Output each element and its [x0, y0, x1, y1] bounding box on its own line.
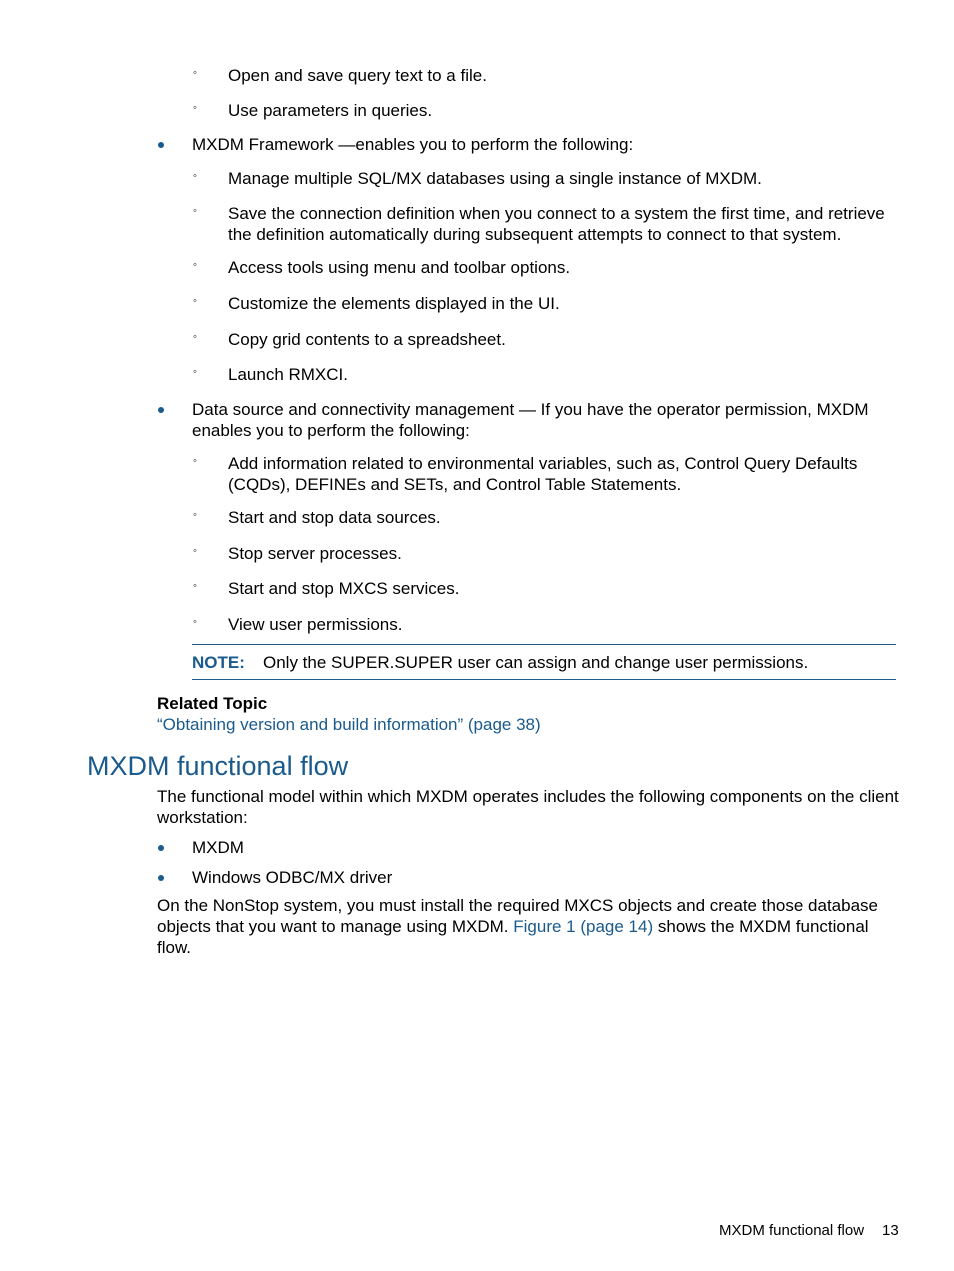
list-item: Customize the elements displayed in the UI. — [228, 294, 560, 313]
paragraph-text: shows the MXDM functional flow. — [157, 917, 869, 957]
list-item: Use parameters in queries. — [228, 101, 433, 120]
page-number: 13 — [882, 1222, 899, 1239]
note-top-rule — [192, 644, 896, 645]
section-paragraph — [157, 895, 892, 958]
bullet-icon — [158, 845, 164, 851]
list-item: Access tools using menu and toolbar options. — [228, 258, 571, 277]
list-item: Save the connection definition when you connect to a system the first time, and retrieve the definition automatically during subsequent attempts to connect to that system. — [228, 204, 885, 244]
circle-bullet-icon: ◦ — [193, 580, 197, 592]
note-label: NOTE: — [192, 653, 245, 672]
list-item: Stop server processes. — [228, 544, 402, 563]
list-item: Launch RMXCI. — [228, 365, 348, 384]
list-item: Add information related to environmental variables, such as, Control Query Defaults (CQDs), DEFINEs and SETs, and Control Table Statements. — [228, 454, 858, 494]
paragraph-text: On the NonStop system, you must install the required MXCS objects and create those database objects that you want to manage using MXDM. — [157, 896, 878, 936]
list-item: Start and stop MXCS services. — [228, 579, 460, 598]
related-topic-link[interactable]: “Obtaining version and build information” (page 38) — [157, 715, 541, 734]
footer-title: MXDM functional flow — [719, 1222, 865, 1239]
bullet-icon — [158, 875, 164, 881]
circle-bullet-icon: ◦ — [193, 67, 197, 79]
circle-bullet-icon: ◦ — [193, 295, 197, 307]
circle-bullet-icon: ◦ — [193, 170, 197, 182]
list-item: MXDM — [192, 838, 244, 857]
circle-bullet-icon: ◦ — [193, 331, 197, 343]
section-intro: The functional model within which MXDM operates includes the following components on the client workstation: — [157, 787, 899, 827]
section-title: MXDM functional flow — [87, 751, 349, 781]
note-text: Only the SUPER.SUPER user can assign and change user permissions. — [263, 653, 809, 672]
circle-bullet-icon: ◦ — [193, 545, 197, 557]
figure-link[interactable]: Figure 1 (page 14) — [513, 917, 654, 936]
circle-bullet-icon: ◦ — [193, 102, 197, 114]
list-item: Windows ODBC/MX driver — [192, 868, 393, 887]
bullet-icon — [158, 407, 164, 413]
circle-bullet-icon: ◦ — [193, 366, 197, 378]
list-item: Copy grid contents to a spreadsheet. — [228, 330, 506, 349]
circle-bullet-icon: ◦ — [193, 259, 197, 271]
note-bottom-rule — [192, 679, 896, 680]
list-item: Open and save query text to a file. — [228, 66, 487, 85]
bullet-icon — [158, 142, 164, 148]
circle-bullet-icon: ◦ — [193, 616, 197, 628]
list-item: Manage multiple SQL/MX databases using a single instance of MXDM. — [228, 169, 762, 188]
circle-bullet-icon: ◦ — [193, 509, 197, 521]
circle-bullet-icon: ◦ — [193, 455, 197, 467]
list-item: Start and stop data sources. — [228, 508, 441, 527]
list-item: View user permissions. — [228, 615, 403, 634]
list-item-framework: MXDM Framework —enables you to perform the following: — [192, 135, 634, 154]
circle-bullet-icon: ◦ — [193, 205, 197, 217]
related-topic-heading: Related Topic — [157, 694, 268, 713]
list-item-datasource: Data source and connectivity management — If you have the operator permission, MXDM enables you to perform the following: — [192, 400, 869, 440]
